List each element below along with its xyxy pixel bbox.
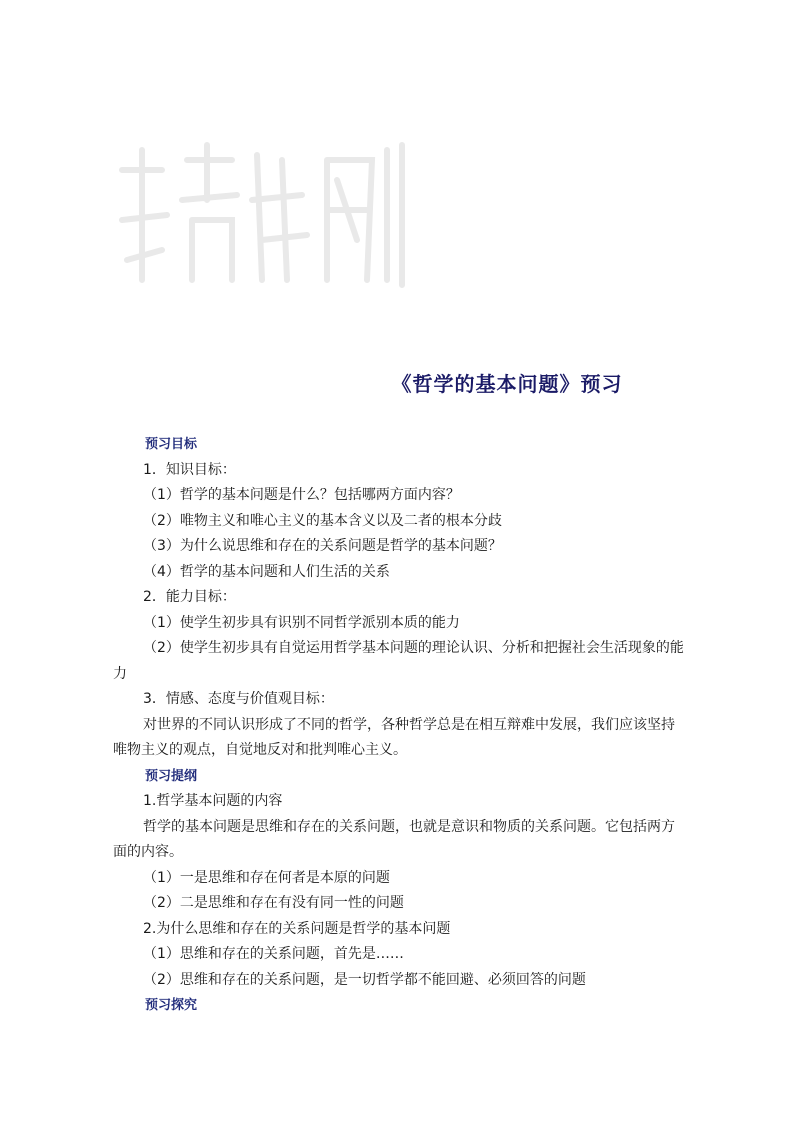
watermark-logo	[112, 140, 412, 290]
text-line: 2.为什么思维和存在的关系问题是哲学的基本问题	[143, 920, 451, 937]
text-line: （1）哲学的基本问题是什么？包括哪两方面内容？	[143, 487, 460, 503]
text-line: （2）唯物主义和唯心主义的基本含义以及二者的根本分歧	[143, 512, 502, 529]
text-line: 对世界的不同认识形成了不同的哲学，各种哲学总是在相互辩难中发展，我们应该坚持	[143, 716, 675, 733]
text-line: （1）一是思维和存在何者是本原的问题	[143, 869, 390, 886]
text-line: （2）二是思维和存在有没有同一性的问题	[143, 895, 404, 911]
text-line: 1．知识目标：	[143, 461, 236, 478]
text-line: 唯物主义的观点，自觉地反对和批判唯心主义。	[113, 742, 407, 758]
text-line: （1）使学生初步具有识别不同哲学派别本质的能力	[143, 614, 460, 631]
text-line: （1）思维和存在的关系问题，首先是……	[143, 946, 404, 962]
section-heading: 预习目标	[145, 437, 198, 452]
text-line: 面的内容。	[113, 844, 183, 860]
text-line: （3）为什么说思维和存在的关系问题是哲学的基本问题？	[143, 538, 502, 554]
text-line: 哲学的基本问题是思维和存在的关系问题，也就是意识和物质的关系问题。它包括两方	[143, 818, 675, 835]
text-line: 力	[113, 665, 127, 682]
text-line: 2．能力目标：	[143, 589, 236, 605]
text-line: （2）使学生初步具有自觉运用哲学基本问题的理论认识、分析和把握社会生活现象的能	[143, 640, 684, 656]
section-heading: 预习提纲	[145, 768, 198, 784]
document-body	[113, 432, 693, 1019]
text-line: 3．情感、态度与价值观目标：	[143, 691, 334, 707]
text-line: （2）思维和存在的关系问题，是一切哲学都不能回避、必须回答的问题	[143, 971, 586, 988]
section-heading: 预习探究	[145, 998, 198, 1013]
text-line: （4）哲学的基本问题和人们生活的关系	[143, 563, 390, 580]
page-title: 《哲学的基本问题》预习	[391, 372, 623, 396]
text-line: 1.哲学基本问题的内容	[143, 793, 283, 809]
